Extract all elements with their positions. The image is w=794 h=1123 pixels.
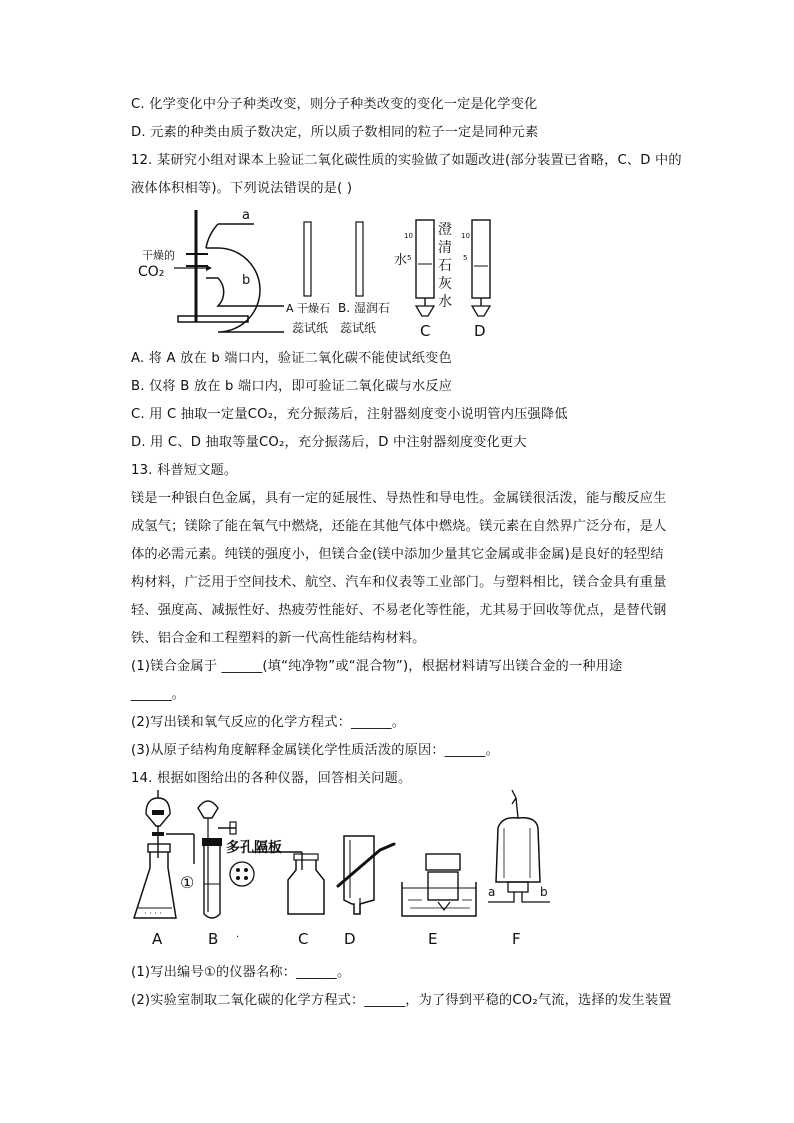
svg-text:5: 5 <box>407 254 412 262</box>
dry-litmus-strip <box>304 222 311 296</box>
svg-text:10: 10 <box>461 232 470 240</box>
question-14-2: (2)实验室制取二氧化碳的化学方程式：______，为了得到平稳的CO₂气流，选择的发生装置 <box>131 993 672 1008</box>
apparatus-e <box>338 844 476 916</box>
passage-line-3: 体的必需元素。纯镁的强度小，但镁合金(镁中添加少量其它金属或非金属)是良好的轻型结 <box>131 547 664 562</box>
svg-text:5: 5 <box>463 254 468 262</box>
limewater-label-3: 石 <box>438 258 452 274</box>
option-12c-previous: C. 化学变化中分子种类改变，则分子种类改变的变化一定是化学变化 <box>131 97 538 112</box>
option-12a: A. 将 A 放在 b 端口内，验证二氧化碳不能使试纸变色 <box>131 351 452 366</box>
instrument-1-marker: ① <box>180 873 195 892</box>
passage-line-2: 成氢气；镁除了能在氧气中燃烧，还能在其他气体中燃烧。镁元素在自然界广泛分布，是人 <box>131 519 667 534</box>
passage-line-1: 镁是一种银白色金属，具有一定的延展性、导热性和导电性。金属镁很活泼，能与酸反应生 <box>131 491 667 506</box>
wet-litmus-strip <box>356 222 363 296</box>
option-12d-previous: D. 元素的种类由质子数决定，所以质子数相同的粒子一定是同种元素 <box>131 125 539 140</box>
passage-line-4: 构材料，广泛用于空间技术、航空、汽车和仪表等工业部门。与塑料相比，镁合金具有重量 <box>131 575 667 590</box>
option-12b: B. 仅将 B 放在 b 端口内，即可验证二氧化碳与水反应 <box>131 379 453 394</box>
apparatus-a <box>134 790 194 918</box>
apparatus-c <box>252 852 324 914</box>
option-12d: D. 用 C、D 抽取等量CO₂，充分振荡后，D 中注射器刻度变化更大 <box>131 435 527 450</box>
port-a-label-f: a <box>488 885 496 899</box>
port-b-label: b <box>242 273 251 288</box>
question-13-3: (3)从原子结构角度解释金属镁化学性质活泼的原因：______。 <box>131 743 499 758</box>
question-14-1: (1)写出编号①的仪器名称：______。 <box>131 965 351 980</box>
limewater-label-5: 水 <box>438 294 452 310</box>
port-a-label: a <box>242 208 250 223</box>
label-d: D <box>344 930 356 948</box>
apparatus-d <box>344 836 374 914</box>
question-12-stem: 12. 某研究小组对课本上验证二氧化碳性质的实验做了如题改进(部分装置已省略，C、D 中的 <box>131 153 682 168</box>
porous-plate-label: 多孔隔板 <box>226 840 282 856</box>
passage-line-5: 轻、强度高、减振性好、热疲劳性能好、不易老化等性能，尤其易于回收等优点，是替代钢 <box>131 603 667 618</box>
passage-line-6: 铁、铝合金和工程塑料的新一代高性能结构材料。 <box>131 631 426 646</box>
label-b: B <box>208 930 219 948</box>
limewater-label-4: 灰 <box>438 276 452 292</box>
question-13-1-cont: ______。 <box>131 687 186 702</box>
question-13-2: (2)写出镁和氧气反应的化学方程式：______。 <box>131 715 406 730</box>
strip-a-label-1: A 干燥石 <box>286 302 331 315</box>
limewater-label-2: 清 <box>438 240 452 256</box>
apparatus-c-label: C <box>420 322 431 340</box>
label-f: F <box>512 930 521 948</box>
label-c: C <box>298 930 309 948</box>
label-a: A <box>152 930 163 948</box>
svg-text:·: · <box>236 932 240 943</box>
water-label: 水 <box>394 253 408 268</box>
svg-text:· · · ·: · · · · <box>144 909 162 918</box>
apparatus-b <box>198 801 282 918</box>
port-b-label-f: b <box>540 885 548 899</box>
question-13-title: 13. 科普短文题。 <box>131 463 238 478</box>
question-12-stem-cont: 液体体积相等)。下列说法错误的是( ) <box>131 181 353 196</box>
strip-a-label-2: 蕊试纸 <box>292 321 329 335</box>
question-13-1: (1)镁合金属于 ______(填“纯净物”或“混合物”)，根据材料请写出镁合金的一种用途 <box>131 659 623 674</box>
strip-b-label-2: 蕊试纸 <box>340 321 377 335</box>
apparatus-d-label: D <box>474 322 486 340</box>
syringe-c <box>416 220 434 298</box>
question-14-stem: 14. 根据如图给出的各种仪器，回答相关问题。 <box>131 771 412 786</box>
strip-b-label-1: B. 湿润石 <box>338 301 390 315</box>
figure-12-apparatus <box>134 206 504 344</box>
figure-14-apparatus <box>132 788 572 954</box>
co2-inlet-label: CO₂ <box>138 264 165 280</box>
apparatus-f <box>488 790 550 902</box>
syringe-d <box>472 220 490 298</box>
dry-label: 干燥的 <box>142 249 175 262</box>
limewater-label-1: 澄 <box>438 222 452 238</box>
label-e: E <box>428 930 438 948</box>
svg-text:10: 10 <box>404 232 413 240</box>
option-12c: C. 用 C 抽取一定量CO₂，充分振荡后，注射器刻度变小说明管内压强降低 <box>131 407 568 422</box>
